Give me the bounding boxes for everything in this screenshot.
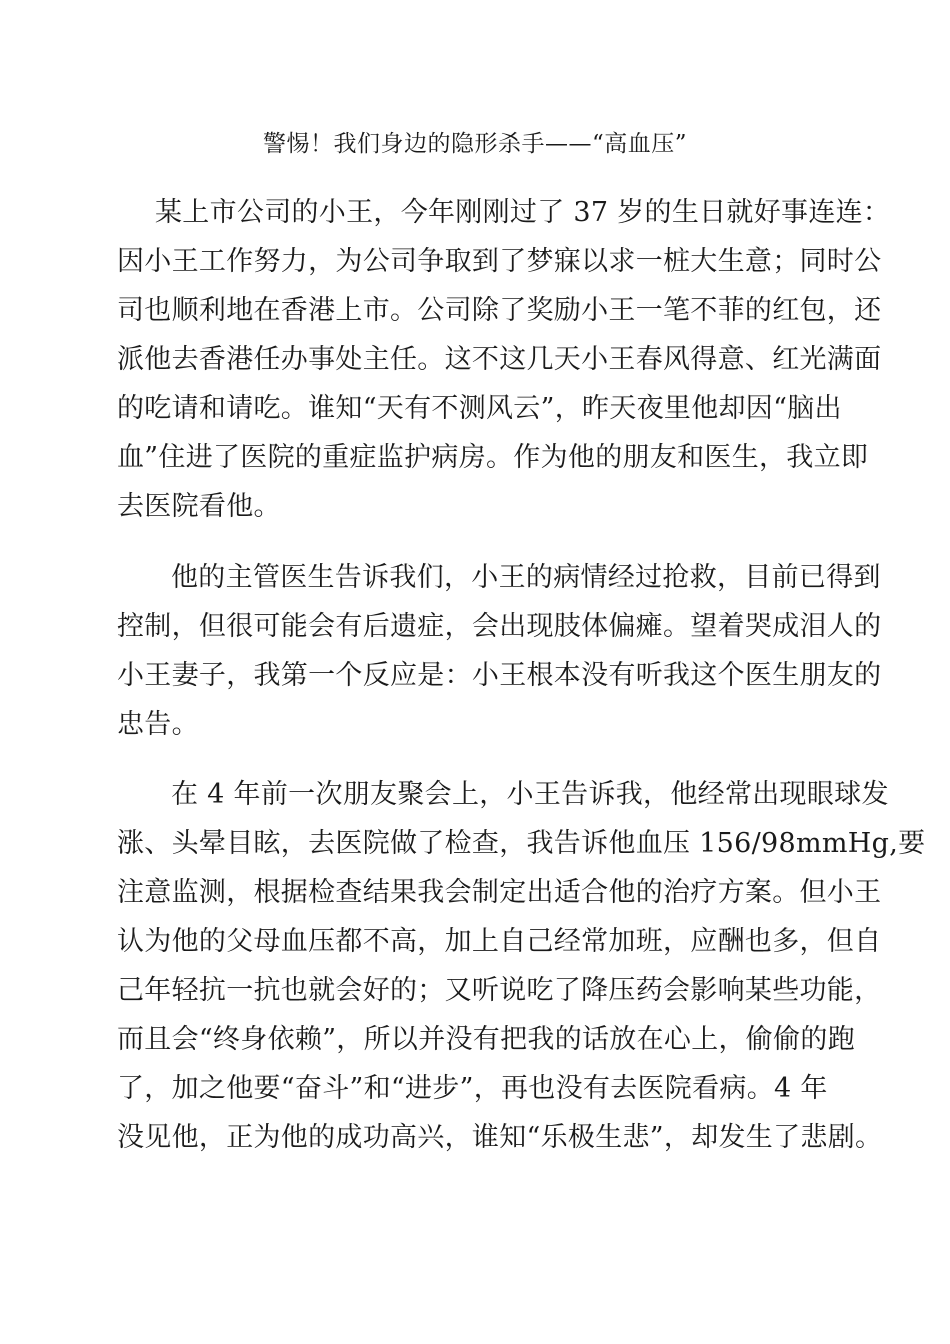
- text-line: 派他去香港任办事处主任。这不这几天小王春风得意、红光满面: [117, 344, 882, 375]
- text-line: 注意监测，根据检查结果我会制定出适合他的治疗方案。但小王: [117, 877, 882, 908]
- text-line: 血”住进了医院的重症监护病房。作为他的朋友和医生，我立即: [117, 442, 869, 473]
- text-line: 他的主管医生告诉我们，小王的病情经过抢救，目前已得到: [171, 562, 881, 593]
- text-line: 在 4 年前一次朋友聚会上，小王告诉我，他经常出现眼球发: [171, 779, 889, 810]
- text-line: 小王妻子，我第一个反应是：小王根本没有听我这个医生朋友的: [117, 660, 882, 691]
- text-line: 司也顺利地在香港上市。公司除了奖励小王一笔不菲的红包，还: [117, 295, 882, 326]
- paragraph-2: [117, 553, 882, 749]
- text-line: 忠告。: [117, 709, 199, 740]
- paragraph-3: [117, 770, 926, 1162]
- paragraph-1: [117, 188, 891, 531]
- text-line: 己年轻抗一抗也就会好的；又听说吃了降压药会影响某些功能，: [117, 975, 882, 1006]
- document-title: 警惕！我们身边的隐形杀手——“高血压”: [262, 131, 688, 157]
- text-line: 某上市公司的小王，今年刚刚过了 37 岁的生日就好事连连：: [155, 197, 891, 228]
- text-line: 涨、头晕目眩，去医院做了检查，我告诉他血压 156/98mmHg,要: [117, 828, 926, 859]
- text-line: 没见他，正为他的成功高兴，谁知“乐极生悲”，却发生了悲剧。: [117, 1122, 883, 1153]
- text-line: 控制，但很可能会有后遗症，会出现肢体偏瘫。望着哭成泪人的: [117, 611, 882, 642]
- text-line: 认为他的父母血压都不高，加上自己经常加班，应酬也多，但自: [117, 926, 882, 957]
- text-line: 而且会“终身依赖”，所以并没有把我的话放在心上，偷偷的跑: [117, 1024, 856, 1055]
- text-line: 的吃请和请吃。谁知“天有不测风云”，昨天夜里他却因“脑出: [117, 393, 842, 424]
- text-line: 了，加之他要“奋斗”和“进步”，再也没有去医院看病。4 年: [117, 1073, 828, 1104]
- text-line: 去医院看他。: [117, 491, 281, 522]
- text-line: 因小王工作努力，为公司争取到了梦寐以求一桩大生意；同时公: [117, 246, 882, 277]
